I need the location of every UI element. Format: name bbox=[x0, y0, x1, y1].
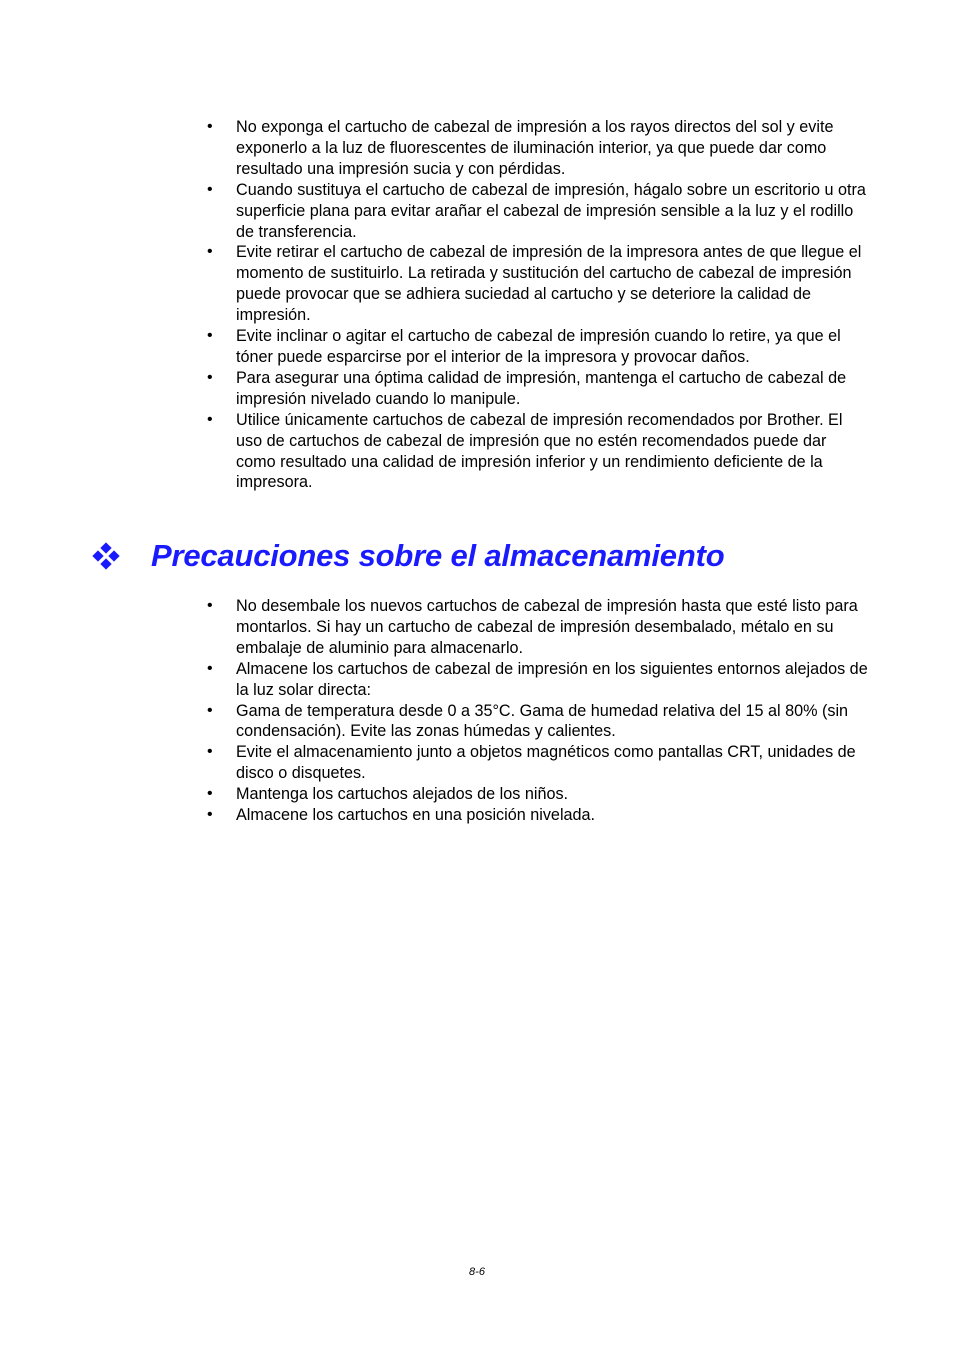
list-item-text: Evite retirar el cartucho de cabezal de impresión de la impresora antes de que llegue el momento de sustituirlo. La retirada y sustitución del cartucho de cabezal de impresión puede provocar que se adhiera suciedad al cartucho y se deteriore la calidad de impresión. bbox=[236, 243, 862, 325]
list-item-text: Almacene los cartuchos en una posición nivelada. bbox=[236, 806, 596, 825]
list-item-text: Evite el almacenamiento junto a objetos magnéticos como pantallas CRT, unidades de disco o disquetes. bbox=[236, 743, 856, 783]
bullet-icon: • bbox=[207, 785, 213, 803]
list-item-text: Utilice únicamente cartuchos de cabezal de impresión recomendados por Brother. El uso de cartuchos de cabezal de impresión que no estén recomendados puede dar como resultado una calidad de impresión inferior y un rendimiento deficiente de la impresora. bbox=[236, 410, 843, 492]
list-item bbox=[205, 742, 870, 784]
bullet-icon: • bbox=[207, 243, 213, 261]
list-item bbox=[205, 784, 870, 805]
storage-precautions-list bbox=[205, 596, 870, 826]
list-item bbox=[205, 368, 870, 410]
list-item bbox=[205, 596, 870, 659]
bullet-icon: • bbox=[207, 806, 213, 824]
list-item bbox=[205, 326, 870, 368]
bullet-icon: • bbox=[207, 410, 213, 428]
bullet-icon: • bbox=[207, 327, 213, 345]
list-item-text: Gama de temperatura desde 0 a 35°C. Gama de humedad relativa del 15 al 80% (sin condensación). Evite las zonas húmedas y calientes. bbox=[236, 701, 849, 741]
bullet-icon: • bbox=[207, 118, 213, 135]
section-heading bbox=[93, 534, 893, 578]
list-item-text: Cuando sustituya el cartucho de cabezal de impresión, hágalo sobre un escritorio u otra superficie plana para evitar arañar el cabezal de impresión sensible a la luz y el rodillo de transferencia. bbox=[236, 180, 866, 241]
list-item-text: Mantenga los cartuchos alejados de los niños. bbox=[236, 785, 569, 804]
four-diamonds-icon bbox=[93, 543, 119, 569]
handling-precautions-list bbox=[205, 117, 870, 493]
list-item-text: No exponga el cartucho de cabezal de impresión a los rayos directos del sol y evite exponerlo a la luz de fluorescentes de iluminación interior, ya que puede dar como resultado una impresión sucia y con pérdidas. bbox=[236, 118, 834, 178]
list-item bbox=[205, 410, 870, 494]
list-item-text: Para asegurar una óptima calidad de impresión, mantenga el cartucho de cabezal de impresión nivelado cuando lo manipule. bbox=[236, 368, 847, 408]
bullet-icon: • bbox=[207, 659, 213, 677]
page-number bbox=[0, 1266, 954, 1278]
bullet-icon: • bbox=[207, 597, 213, 614]
bullet-icon: • bbox=[207, 743, 213, 761]
bullet-icon: • bbox=[207, 701, 213, 719]
list-item-text: No desembale los nuevos cartuchos de cabezal de impresión hasta que esté listo para montarlos. Si hay un cartucho de cabezal de impresión desembalado, métalo en su embalaje de aluminio para almacenarlo. bbox=[236, 597, 858, 657]
bullet-icon: • bbox=[207, 180, 213, 198]
list-item-text: Almacene los cartuchos de cabezal de impresión en los siguientes entornos alejados de la luz solar directa: bbox=[236, 659, 868, 699]
list-item bbox=[205, 180, 870, 243]
list-item bbox=[205, 659, 870, 701]
page-number-text: 8-6 bbox=[469, 1266, 485, 1278]
list-item bbox=[205, 701, 870, 743]
list-item bbox=[205, 805, 870, 826]
bullet-icon: • bbox=[207, 368, 213, 386]
list-item bbox=[205, 117, 870, 180]
list-item bbox=[205, 242, 870, 326]
section-title: Precauciones sobre el almacenamiento bbox=[151, 538, 725, 573]
list-item-text: Evite inclinar o agitar el cartucho de cabezal de impresión cuando lo retire, ya que el tóner puede esparcirse por el interior de la impresora y provocar daños. bbox=[236, 327, 841, 366]
